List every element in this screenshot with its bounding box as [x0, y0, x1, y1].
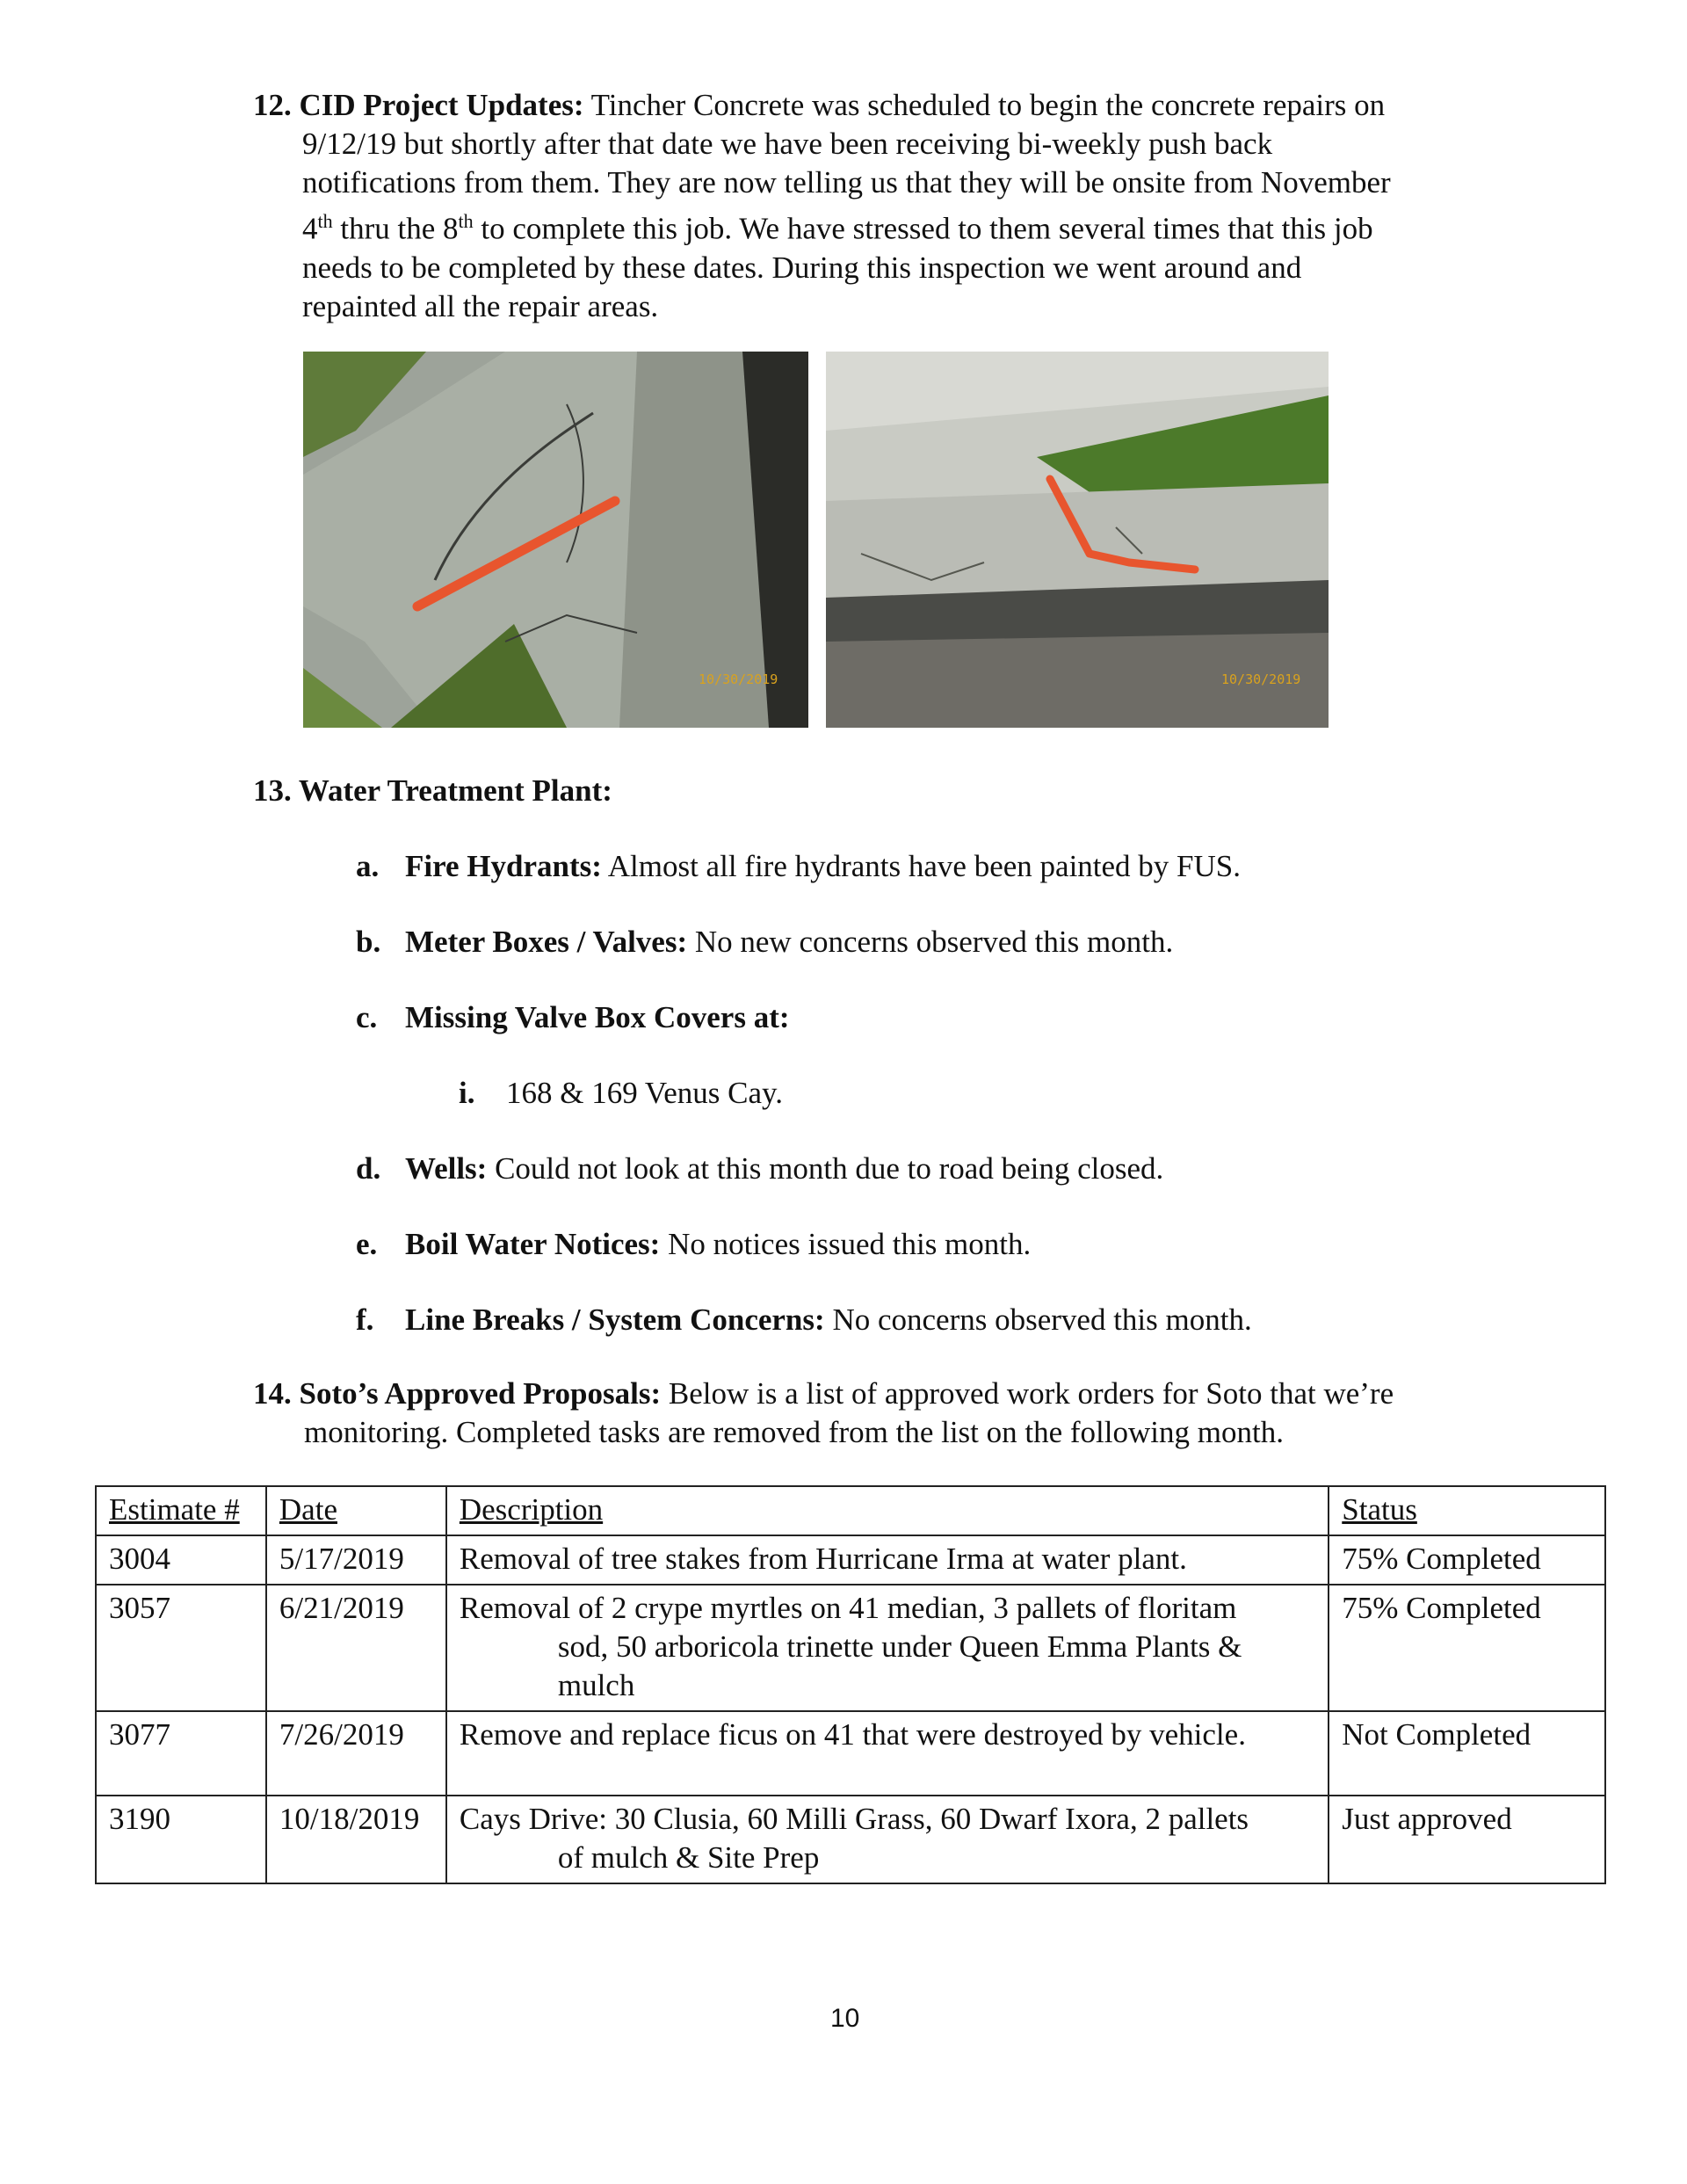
table-row: 3077 7/26/2019 Remove and replace ficus on 41 that were destroyed by vehicle. Not Completed [96, 1711, 1605, 1796]
item-f: f. Line Breaks / System Concerns: No concerns observed this month. [356, 1302, 1252, 1337]
header-estimate: Estimate # [109, 1492, 240, 1527]
table-row: 3190 10/18/2019 Cays Drive: 30 Clusia, 60 Milli Grass, 60 Dwarf Ixora, 2 pallets of mulch & Site Prep Just approved [96, 1796, 1605, 1883]
sidewalk-repair-photo-1 [303, 352, 808, 728]
item-b: b. Meter Boxes / Valves: No new concerns observed this month. [356, 925, 1174, 959]
header-description: Description [459, 1492, 604, 1527]
work-orders-table [95, 1485, 1606, 1884]
curb-repair-photo-2 [826, 352, 1329, 728]
header-status: Status [1342, 1492, 1417, 1527]
item-c: c. Missing Valve Box Covers at: [356, 1000, 790, 1034]
section-13-heading: 13. Water Treatment Plant: [253, 773, 612, 808]
item-e: e. Boil Water Notices: No notices issued this month. [356, 1227, 1032, 1261]
page-number: 10 [830, 2004, 860, 2033]
photo-1-date-stamp: 10/30/2019 [699, 671, 778, 687]
section-12-number: 12. [253, 88, 292, 122]
section-12-heading: CID Project Updates: [299, 88, 584, 122]
section-12-body: 9/12/19 but shortly after that date we have been receiving bi-weekly push back notifications from them. They are now telling us that they will be onsite from November 4th thru the 8th to complete this job. We have stressed to them several times that this job needs to be completed by these dates. During this inspection we went around and repainted all the repair areas. [302, 127, 1391, 323]
table-row: 3004 5/17/2019 Removal of tree stakes from Hurricane Irma at water plant. 75% Completed [96, 1535, 1605, 1585]
section-12 [253, 86, 1518, 326]
header-date: Date [279, 1492, 337, 1527]
table-row: 3057 6/21/2019 Removal of 2 crype myrtles on 41 median, 3 pallets of floritam sod, 50 arboricola trinette under Queen Emma Plants & mulch 75% Completed [96, 1585, 1605, 1711]
photo-2-date-stamp: 10/30/2019 [1221, 671, 1301, 687]
item-d: d. Wells: Could not look at this month due to road being closed. [356, 1151, 1164, 1186]
subitem-i: i. 168 & 169 Venus Cay. [459, 1076, 783, 1110]
item-a: a. Fire Hydrants: Almost all fire hydrants have been painted by FUS. [356, 849, 1242, 883]
table-header-row [96, 1486, 1605, 1535]
section-12-line-1: 12. CID Project Updates: Tincher Concrete was scheduled to begin the concrete repairs on [253, 88, 1386, 122]
section-14: 14. Soto’s Approved Proposals: Below is a list of approved work orders for Soto that we’re monitoring. Completed tasks are removed from the list on the following month. [253, 1376, 1394, 1449]
